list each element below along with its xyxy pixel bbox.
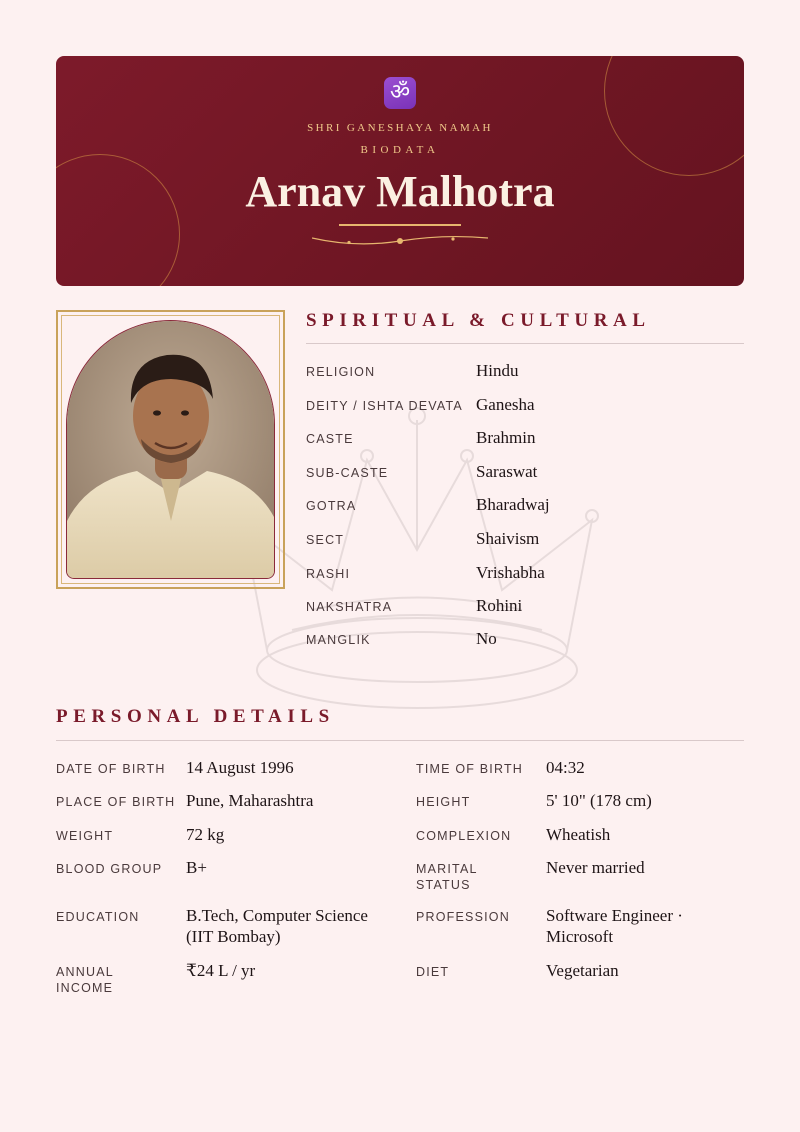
income-label: ANNUAL INCOME bbox=[56, 965, 114, 995]
height-value: 5' 10" (178 cm) bbox=[546, 791, 652, 810]
nakshatra-label: NAKSHATRA bbox=[306, 600, 393, 614]
profession-value: Software Engineer · Microsoft bbox=[546, 906, 683, 946]
document-label: BIODATA bbox=[360, 144, 440, 156]
sect-label: SECT bbox=[306, 533, 345, 547]
caste-label: CASTE bbox=[306, 432, 354, 446]
profile-photo bbox=[66, 320, 275, 579]
decorative-circle bbox=[604, 56, 744, 176]
diet-value: Vegetarian bbox=[546, 961, 619, 980]
header-banner bbox=[56, 56, 744, 286]
tob-label: TIME OF BIRTH bbox=[416, 762, 524, 776]
height-label: HEIGHT bbox=[416, 795, 471, 809]
weight-label: WEIGHT bbox=[56, 829, 114, 843]
nakshatra-value: Rohini bbox=[476, 596, 523, 615]
caste-value: Brahmin bbox=[476, 428, 536, 447]
pob-label: PLACE OF BIRTH bbox=[56, 795, 176, 809]
weight-value: 72 kg bbox=[186, 825, 225, 844]
blood-group-label: BLOOD GROUP bbox=[56, 862, 163, 876]
profession-label: PROFESSION bbox=[416, 910, 510, 924]
sect-value: Shaivism bbox=[476, 529, 540, 548]
education-label: EDUCATION bbox=[56, 910, 140, 924]
personal-section-title: PERSONAL DETAILS bbox=[56, 706, 335, 727]
deity-value: Ganesha bbox=[476, 395, 535, 414]
spiritual-section-title: SPIRITUAL & CULTURAL bbox=[306, 310, 651, 331]
gotra-label: GOTRA bbox=[306, 499, 357, 513]
title-underline bbox=[339, 224, 461, 226]
religion-value: Hindu bbox=[476, 361, 519, 380]
blood-group-value: B+ bbox=[186, 858, 207, 877]
dob-value: 14 August 1996 bbox=[186, 758, 294, 777]
sub-caste-label: SUB-CASTE bbox=[306, 466, 389, 480]
complexion-label: COMPLEXION bbox=[416, 829, 512, 843]
section-divider bbox=[56, 740, 744, 741]
religion-label: RELIGION bbox=[306, 365, 376, 379]
diet-label: DIET bbox=[416, 965, 450, 979]
marital-status-value: Never married bbox=[546, 858, 645, 877]
blessing-text: SHRI GANESHAYA NAMAH bbox=[307, 122, 493, 134]
income-value: ₹24 L / yr bbox=[186, 961, 256, 980]
tob-value: 04:32 bbox=[546, 758, 585, 777]
manglik-value: No bbox=[476, 629, 497, 648]
portrait-illustration-icon bbox=[67, 321, 275, 579]
deity-label: DEITY / ISHTA DEVATA bbox=[306, 399, 463, 413]
dob-label: DATE OF BIRTH bbox=[56, 762, 166, 776]
gotra-value: Bharadwaj bbox=[476, 495, 550, 514]
photo-frame bbox=[56, 310, 285, 589]
ornament-divider-icon bbox=[312, 234, 488, 248]
complexion-value: Wheatish bbox=[546, 825, 611, 844]
om-icon: ॐ bbox=[384, 77, 416, 109]
manglik-label: MANGLIK bbox=[306, 633, 371, 647]
section-divider bbox=[306, 343, 744, 344]
marital-status-label: MARITAL STATUS bbox=[416, 862, 478, 892]
sub-caste-value: Saraswat bbox=[476, 462, 538, 481]
rashi-label: RASHI bbox=[306, 567, 351, 581]
candidate-name: Arnav Malhotra bbox=[245, 167, 555, 216]
pob-value: Pune, Maharashtra bbox=[186, 791, 314, 810]
rashi-value: Vrishabha bbox=[476, 563, 545, 582]
education-value: B.Tech, Computer Science (IIT Bombay) bbox=[186, 906, 368, 946]
